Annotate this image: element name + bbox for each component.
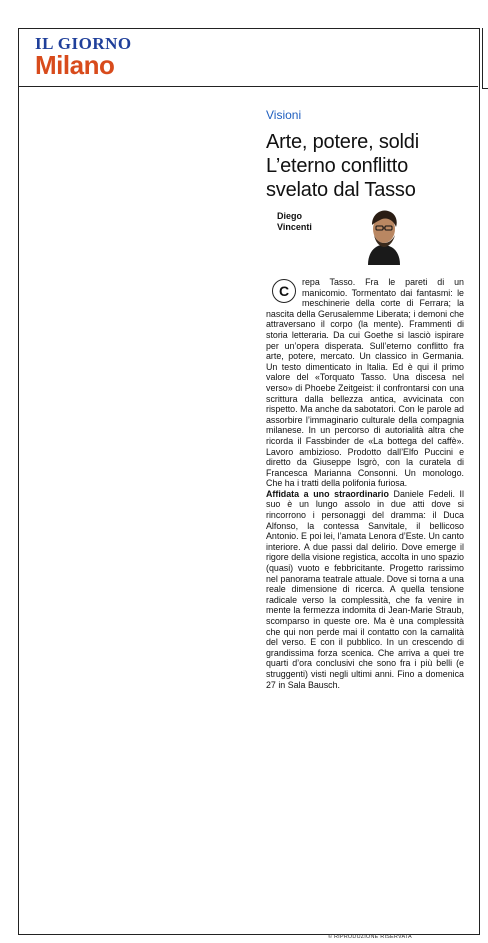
adjacent-page-edge <box>482 28 488 89</box>
headline-line-2: L’eterno conflitto <box>266 155 409 177</box>
copyright-notice: © RIPRODUZIONE RISERVATA <box>328 934 412 940</box>
paragraph-2 <box>266 489 464 690</box>
article-body <box>266 277 464 690</box>
masthead-title: IL GIORNO <box>35 34 132 53</box>
section-label: Visioni <box>266 108 302 122</box>
paragraph-2-lead: Affidata a uno straordinario <box>266 488 389 499</box>
paragraph-2-text: Daniele Fedeli. Il suo è un lungo assolo in due atti dove si rincorrono i personaggi del dramma: il Duca Alfonso, la contessa Sanvitale, il bellicoso Antonio. E poi lei, l’amata Lenora d’Este. Un canto interiore. A due passi dal delirio. Dove emerge il rigore della visione registica, accolta in uno spazio (quasi) vuoto e febbricitante. Progetto rarissimo nel panorama teatrale attuale. Dove si torna a una reale dimensione di ricerca. A quella tensione radicale verso la complessità, che fa venire in mente la fermezza indomita di Jean-Marie Straub, scomparso in queste ore. Ma è una complessità che qui non perde mai il contatto con la carnalità del verso. E con il pubblico. In un crescendo di grandissima forza scenica. Che arriva a quei tre quarti d’ora conclusivi che sono fra i più belli (e struggenti) visti negli ultimi anni. Fino a domenica 27 in Sala Bausch. <box>266 488 464 690</box>
author-photo <box>358 207 408 265</box>
author-byline <box>277 211 312 233</box>
author-first-name: Diego <box>277 211 303 221</box>
headline-line-1: Arte, potere, soldi <box>266 131 419 153</box>
masthead-edition: Milano <box>35 50 115 80</box>
headline-line-3: svelato dal Tasso <box>266 179 416 201</box>
dropcap-letter: C <box>272 279 296 303</box>
headline <box>266 130 466 202</box>
author-last-name: Vincenti <box>277 222 312 232</box>
paragraph-1 <box>266 277 464 489</box>
masthead <box>35 36 132 78</box>
paragraph-1-text: repa Tasso. Fra le pareti di un manicomio. Tormentato dai fantasmi: le meschinerie della corte di Ferrara; la nascita della Gerusalemme Liberata; i demoni che attraversano il corpo (la mente). Frammenti di storia letteraria. Da cui Goethe si lasciò ispirare per un’opera disperata. Sull’eterno conflitto fra arte, potere, mercato. Un classico in Germania. Un testo dimenticato in Italia. Ed è qui il primo valore del «Torquato Tasso. Una discesa nel verso» di Phoebe Zeitgeist: il confrontarsi con una scrittura dalla bellezza antica, avvicinata con rispetto. Ma anche da sabotatori. Con le parole ad assorbire l’immaginario culturale della compagnia milanese. In un percorso di autorialità altra che ricorda il Fassbinder de «La bottega del caffè». Lavoro ambizioso. Prodotto dall’Elfo Puccini e diretto da Giuseppe Isgrò, con la curatela di Francesca Marianna Consonni. Un monologo. Che ha i tratti della polifonia furiosa. <box>266 277 464 489</box>
